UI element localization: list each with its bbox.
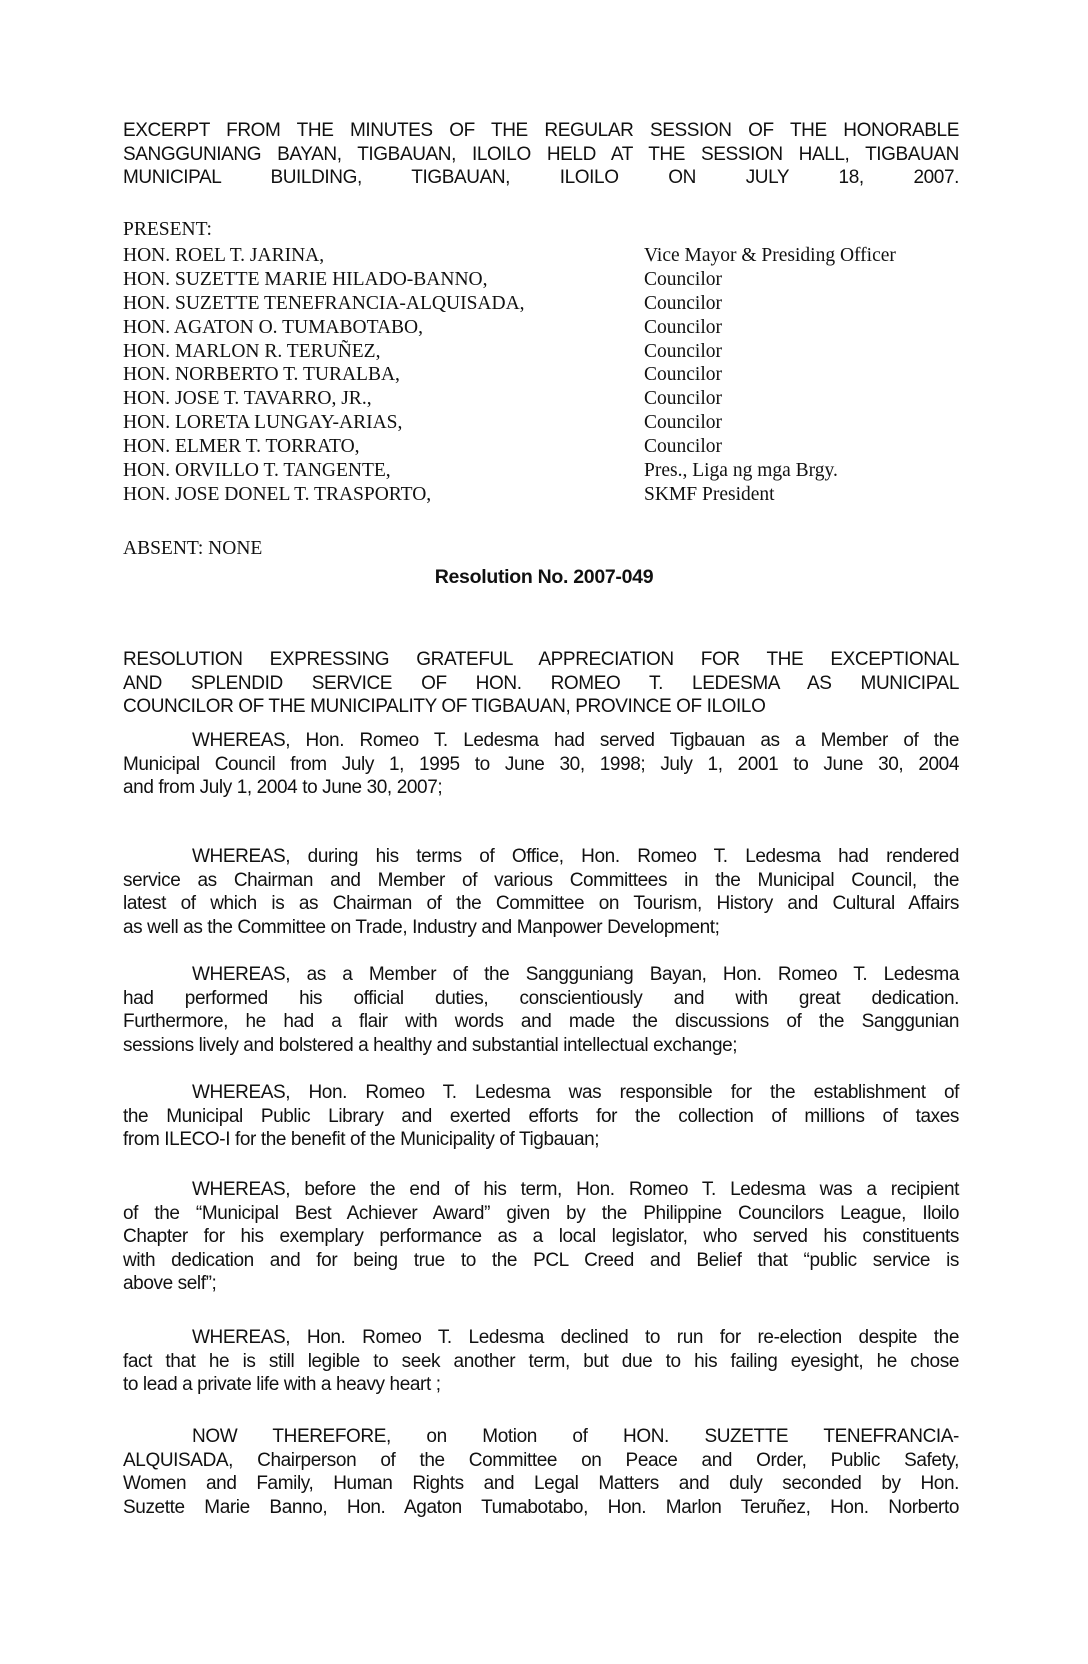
attendee-row: [123, 483, 959, 507]
absent-line: ABSENT: NONE: [123, 538, 263, 559]
now-therefore-paragraph: [123, 1425, 959, 1519]
para-line: WHEREAS, Hon. Romeo T. Ledesma had served Tigbauan as a Member of the: [192, 730, 959, 751]
para-line: WHEREAS, as a Member of the Sangguniang Bayan, Hon. Romeo T. Ledesma: [192, 964, 959, 985]
para-line: Women and Family, Human Rights and Legal Matters and duly seconded by Hon.: [123, 1473, 959, 1494]
para-line: and from July 1, 2004 to June 30, 2007;: [123, 777, 443, 798]
attendee-name: HON. JOSE T. TAVARRO, JR.,: [123, 388, 372, 410]
header-line: MUNICIPAL BUILDING, TIGBAUAN, ILOILO ON JULY 18, 2007.: [123, 167, 959, 188]
attendee-row: [123, 411, 959, 435]
attendee-name: HON. AGATON O. TUMABOTABO,: [123, 316, 423, 338]
minutes-header: [123, 119, 959, 190]
attendee-role: Councilor: [644, 412, 722, 434]
attendee-row: [123, 340, 959, 364]
para-line: above self”;: [123, 1273, 217, 1294]
whereas-paragraph-6: [123, 1326, 959, 1397]
attendee-row: [123, 435, 959, 459]
para-line: WHEREAS, Hon. Romeo T. Ledesma was responsible for the establishment of: [192, 1082, 959, 1103]
attendee-name: HON. LORETA LUNGAY-ARIAS,: [123, 412, 403, 434]
attendee-name: HON. SUZETTE TENEFRANCIA-ALQUISADA,: [123, 292, 525, 314]
attendee-role: Councilor: [644, 316, 722, 338]
attendee-role: Pres., Liga ng mga Brgy.: [644, 460, 838, 482]
para-line: Furthermore, he had a flair with words and made the discussions of the Sanggunian: [123, 1011, 959, 1032]
attendee-role: Councilor: [644, 340, 722, 362]
attendee-role: SKMF President: [644, 483, 775, 505]
title-line: RESOLUTION EXPRESSING GRATEFUL APPRECIATION FOR THE EXCEPTIONAL: [123, 649, 959, 670]
whereas-paragraph-2: [123, 845, 959, 939]
resolution-number: Resolution No. 2007-049: [434, 566, 654, 588]
whereas-paragraph-5: [123, 1178, 959, 1296]
para-line: WHEREAS, during his terms of Office, Hon. Romeo T. Ledesma had rendered: [192, 846, 959, 867]
attendee-row: [123, 268, 959, 292]
attendee-name: HON. SUZETTE MARIE HILADO-BANNO,: [123, 268, 488, 290]
para-line: had performed his official duties, conscientiously and with great dedication.: [123, 987, 959, 1009]
para-line: to lead a private life with a heavy heart ;: [123, 1374, 441, 1395]
attendee-row: [123, 363, 959, 387]
header-line: EXCERPT FROM THE MINUTES OF THE REGULAR SESSION OF THE HONORABLE: [123, 120, 959, 141]
para-line: WHEREAS, Hon. Romeo T. Ledesma declined to run for re-election despite the: [192, 1327, 959, 1348]
para-line: fact that he is still legible to seek another term, but due to his failing eyesight, he chose: [123, 1350, 959, 1372]
attendee-role: Councilor: [644, 292, 722, 314]
attendee-name: HON. ELMER T. TORRATO,: [123, 436, 360, 458]
attendees-list: [123, 244, 959, 507]
whereas-paragraph-1: [123, 729, 959, 800]
para-line: service as Chairman and Member of various Committees in the Municipal Council, the: [123, 869, 959, 891]
attendee-row: [123, 459, 959, 483]
attendee-name: HON. JOSE DONEL T. TRASPORTO,: [123, 483, 432, 505]
whereas-paragraph-3: [123, 963, 959, 1057]
attendee-name: HON. MARLON R. TERUÑEZ,: [123, 340, 381, 362]
attendee-role: Councilor: [644, 436, 722, 458]
attendee-row: [123, 292, 959, 316]
attendee-role: Councilor: [644, 388, 722, 410]
para-line: Chapter for his exemplary performance as a local legislator, who served his constituents: [123, 1226, 959, 1247]
para-line: the Municipal Public Library and exerted efforts for the collection of millions of taxes: [123, 1105, 959, 1127]
attendee-name: HON. ROEL T. JARINA,: [123, 245, 325, 266]
attendee-name: HON. ORVILLO T. TANGENTE,: [123, 460, 391, 482]
para-line: Suzette Marie Banno, Hon. Agaton Tumabotabo, Hon. Marlon Teruñez, Hon. Norberto: [123, 1496, 959, 1518]
para-line: latest of which is as Chairman of the Committee on Tourism, History and Cultural Affairs: [123, 893, 959, 914]
present-label: PRESENT:: [123, 219, 212, 240]
attendee-row: [123, 387, 959, 411]
para-line: WHEREAS, before the end of his term, Hon. Romeo T. Ledesma was a recipient: [192, 1179, 959, 1200]
para-line: sessions lively and bolstered a healthy and substantial intellectual exchange;: [123, 1034, 738, 1056]
title-line: AND SPLENDID SERVICE OF HON. ROMEO T. LEDESMA AS MUNICIPAL: [123, 672, 959, 694]
title-line: COUNCILOR OF THE MUNICIPALITY OF TIGBAUAN, PROVINCE OF ILOILO: [123, 696, 766, 717]
attendee-name: HON. NORBERTO T. TURALBA,: [123, 364, 400, 386]
para-line: from ILECO-I for the benefit of the Municipality of Tigbauan;: [123, 1129, 600, 1150]
attendee-role: Vice Mayor & Presiding Officer: [644, 245, 896, 266]
attendee-role: Councilor: [644, 268, 722, 290]
attendee-row: [123, 316, 959, 340]
para-line: Municipal Council from July 1, 1995 to June 30, 1998; July 1, 2001 to June 30, 2004: [123, 753, 959, 775]
whereas-paragraph-4: [123, 1081, 959, 1152]
attendee-row: [123, 244, 959, 268]
para-line: as well as the Committee on Trade, Industry and Manpower Development;: [123, 916, 720, 938]
para-line: of the “Municipal Best Achiever Award” given by the Philippine Councilors League, Iloilo: [123, 1202, 959, 1224]
attendee-role: Councilor: [644, 364, 722, 386]
para-line: with dedication and for being true to the PCL Creed and Belief that “public service is: [123, 1249, 959, 1271]
resolution-title: [123, 648, 959, 719]
header-line: SANGGUNIANG BAYAN, TIGBAUAN, ILOILO HELD AT THE SESSION HALL, TIGBAUAN: [123, 143, 959, 165]
para-line: NOW THEREFORE, on Motion of HON. SUZETTE TENEFRANCIA-: [192, 1426, 959, 1447]
para-line: ALQUISADA, Chairperson of the Committee on Peace and Order, Public Safety,: [123, 1449, 959, 1471]
